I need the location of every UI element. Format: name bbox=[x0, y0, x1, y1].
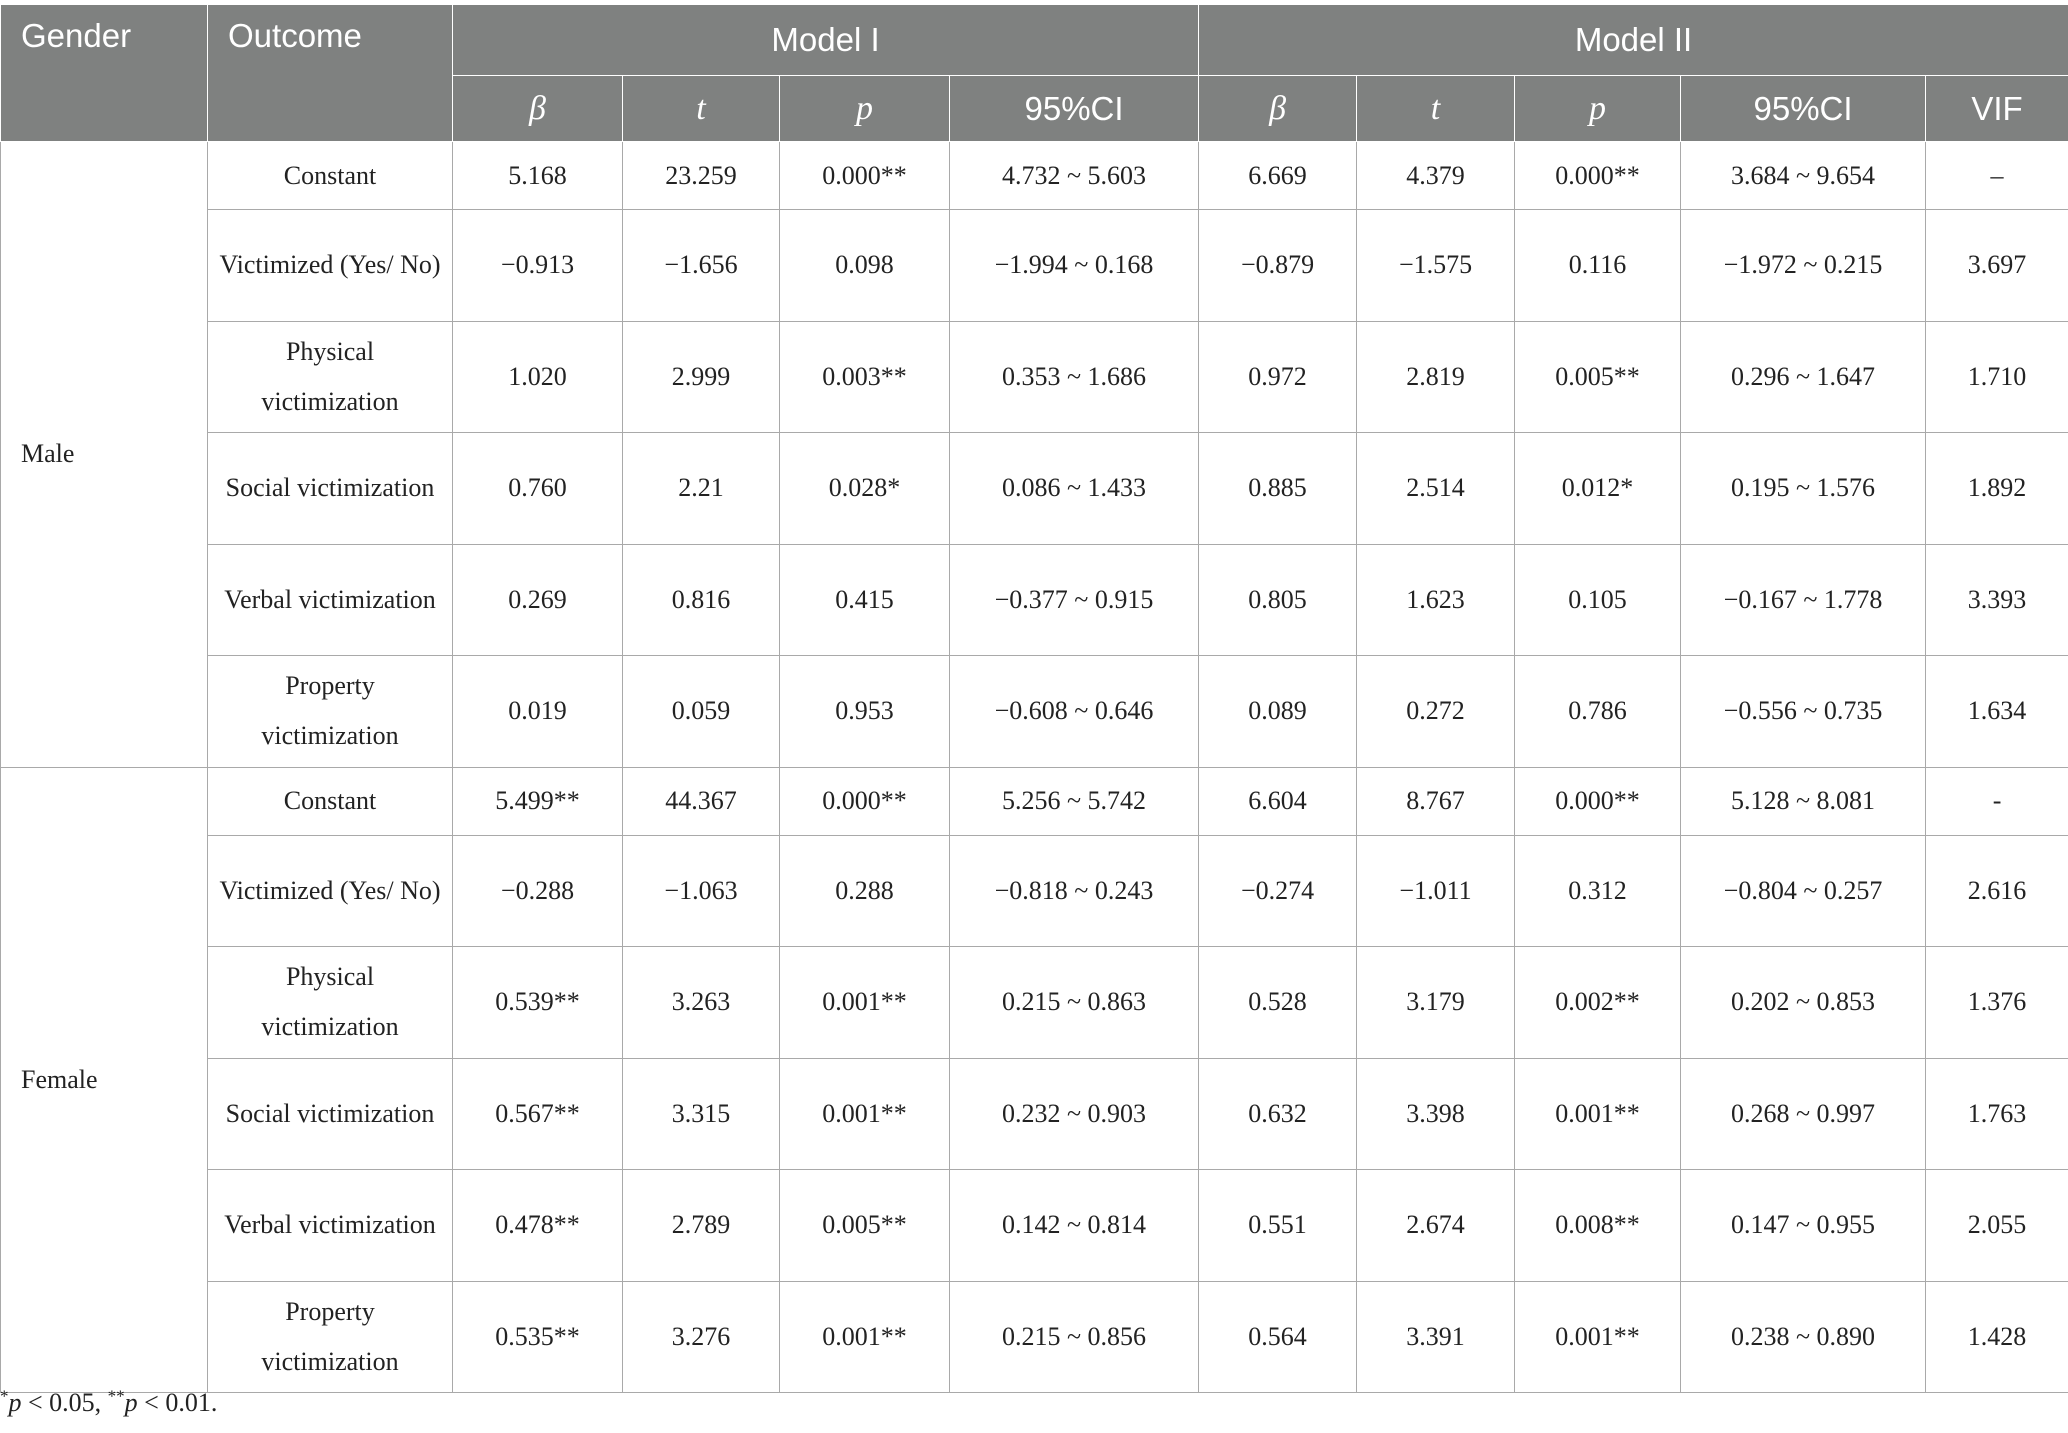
m1-t-cell: 0.059 bbox=[623, 656, 780, 768]
m1-beta-cell: 0.478** bbox=[453, 1170, 623, 1282]
m1-beta-cell: 5.168 bbox=[453, 142, 623, 210]
m1-beta-cell: 0.019 bbox=[453, 656, 623, 768]
m1-t-cell: 3.315 bbox=[623, 1058, 780, 1170]
m1-p-cell: 0.003** bbox=[780, 321, 950, 433]
m1-t-cell: 44.367 bbox=[623, 767, 780, 835]
vif-cell: - bbox=[1926, 767, 2068, 835]
m2-t-cell: 3.398 bbox=[1357, 1058, 1515, 1170]
m1-ci-cell: −0.608 ~ 0.646 bbox=[950, 656, 1199, 768]
m2-t-cell: 3.391 bbox=[1357, 1281, 1515, 1393]
header-gender: Gender bbox=[1, 5, 208, 142]
header-model-1: Model I bbox=[453, 5, 1199, 76]
table-row bbox=[1, 767, 2068, 835]
m2-p-cell: 0.008** bbox=[1515, 1170, 1681, 1282]
footnote-star-2: ** bbox=[107, 1386, 125, 1406]
header-m1-t: t bbox=[623, 76, 780, 142]
m2-p-cell: 0.001** bbox=[1515, 1058, 1681, 1170]
m1-p-cell: 0.028* bbox=[780, 433, 950, 545]
m2-beta-cell: 0.564 bbox=[1199, 1281, 1357, 1393]
m2-t-cell: 8.767 bbox=[1357, 767, 1515, 835]
m2-ci-cell: 0.296 ~ 1.647 bbox=[1681, 321, 1926, 433]
vif-cell: 1.763 bbox=[1926, 1058, 2068, 1170]
header-m1-ci: 95%CI bbox=[950, 76, 1199, 142]
header-m1-p: p bbox=[780, 76, 950, 142]
m2-t-cell: 0.272 bbox=[1357, 656, 1515, 768]
m1-beta-cell: 0.760 bbox=[453, 433, 623, 545]
m1-beta-cell: 1.020 bbox=[453, 321, 623, 433]
vif-cell: 3.697 bbox=[1926, 210, 2068, 322]
outcome-cell: Verbal victimization bbox=[208, 1170, 453, 1282]
m2-t-cell: 1.623 bbox=[1357, 544, 1515, 656]
header-outcome: Outcome bbox=[208, 5, 453, 142]
vif-cell: 3.393 bbox=[1926, 544, 2068, 656]
outcome-cell: Constant bbox=[208, 767, 453, 835]
table-row bbox=[1, 544, 2068, 656]
m1-ci-cell: 0.142 ~ 0.814 bbox=[950, 1170, 1199, 1282]
regression-table bbox=[0, 4, 2068, 1393]
m2-p-cell: 0.012* bbox=[1515, 433, 1681, 545]
table-row bbox=[1, 656, 2068, 768]
m1-p-cell: 0.000** bbox=[780, 142, 950, 210]
table-body bbox=[1, 142, 2068, 1393]
header-vif: VIF bbox=[1926, 76, 2068, 142]
m2-p-cell: 0.786 bbox=[1515, 656, 1681, 768]
m2-beta-cell: 0.972 bbox=[1199, 321, 1357, 433]
table-row bbox=[1, 947, 2068, 1059]
gender-cell: Male bbox=[1, 142, 208, 768]
m1-p-cell: 0.288 bbox=[780, 835, 950, 947]
m1-t-cell: 2.789 bbox=[623, 1170, 780, 1282]
m1-ci-cell: 0.353 ~ 1.686 bbox=[950, 321, 1199, 433]
m2-ci-cell: 0.268 ~ 0.997 bbox=[1681, 1058, 1926, 1170]
m1-ci-cell: 4.732 ~ 5.603 bbox=[950, 142, 1199, 210]
m1-p-cell: 0.001** bbox=[780, 1281, 950, 1393]
m2-p-cell: 0.105 bbox=[1515, 544, 1681, 656]
header-m2-t: t bbox=[1357, 76, 1515, 142]
m1-t-cell: 2.999 bbox=[623, 321, 780, 433]
m2-ci-cell: 0.238 ~ 0.890 bbox=[1681, 1281, 1926, 1393]
vif-cell: 1.376 bbox=[1926, 947, 2068, 1059]
m2-t-cell: 2.819 bbox=[1357, 321, 1515, 433]
m2-p-cell: 0.000** bbox=[1515, 142, 1681, 210]
header-m1-beta: β bbox=[453, 76, 623, 142]
m1-beta-cell: −0.913 bbox=[453, 210, 623, 322]
m2-beta-cell: 0.551 bbox=[1199, 1170, 1357, 1282]
m2-p-cell: 0.312 bbox=[1515, 835, 1681, 947]
m1-ci-cell: 5.256 ~ 5.742 bbox=[950, 767, 1199, 835]
m1-t-cell: 3.263 bbox=[623, 947, 780, 1059]
header-m2-p: p bbox=[1515, 76, 1681, 142]
m1-ci-cell: 0.215 ~ 0.856 bbox=[950, 1281, 1199, 1393]
outcome-cell: Constant bbox=[208, 142, 453, 210]
footnote-p-1: p bbox=[8, 1388, 22, 1417]
table-row bbox=[1, 1281, 2068, 1393]
outcome-cell: Victimized (Yes/ No) bbox=[208, 210, 453, 322]
outcome-cell: Physical victimization bbox=[208, 947, 453, 1059]
header-model-2: Model II bbox=[1199, 5, 2068, 76]
m2-ci-cell: −0.556 ~ 0.735 bbox=[1681, 656, 1926, 768]
m2-t-cell: 2.674 bbox=[1357, 1170, 1515, 1282]
outcome-cell: Property victimization bbox=[208, 656, 453, 768]
m2-ci-cell: 5.128 ~ 8.081 bbox=[1681, 767, 1926, 835]
table-row bbox=[1, 1170, 2068, 1282]
m1-t-cell: 2.21 bbox=[623, 433, 780, 545]
m1-beta-cell: 0.567** bbox=[453, 1058, 623, 1170]
footnote-star-1: * bbox=[0, 1386, 9, 1406]
m2-ci-cell: 3.684 ~ 9.654 bbox=[1681, 142, 1926, 210]
m1-t-cell: −1.063 bbox=[623, 835, 780, 947]
m1-p-cell: 0.098 bbox=[780, 210, 950, 322]
m2-ci-cell: 0.195 ~ 1.576 bbox=[1681, 433, 1926, 545]
m2-beta-cell: 6.604 bbox=[1199, 767, 1357, 835]
footnote-text-2: < 0.01. bbox=[137, 1388, 218, 1417]
m1-p-cell: 0.001** bbox=[780, 1058, 950, 1170]
m2-p-cell: 0.001** bbox=[1515, 1281, 1681, 1393]
m1-ci-cell: −0.818 ~ 0.243 bbox=[950, 835, 1199, 947]
m2-beta-cell: 0.885 bbox=[1199, 433, 1357, 545]
m2-ci-cell: 0.147 ~ 0.955 bbox=[1681, 1170, 1926, 1282]
m1-beta-cell: 0.269 bbox=[453, 544, 623, 656]
table-row bbox=[1, 1058, 2068, 1170]
vif-cell: 1.710 bbox=[1926, 321, 2068, 433]
outcome-cell: Victimized (Yes/ No) bbox=[208, 835, 453, 947]
vif-cell: 1.634 bbox=[1926, 656, 2068, 768]
outcome-cell: Property victimization bbox=[208, 1281, 453, 1393]
m2-t-cell: −1.011 bbox=[1357, 835, 1515, 947]
m2-t-cell: 2.514 bbox=[1357, 433, 1515, 545]
table-row bbox=[1, 321, 2068, 433]
m2-beta-cell: −0.879 bbox=[1199, 210, 1357, 322]
m2-t-cell: 4.379 bbox=[1357, 142, 1515, 210]
m2-beta-cell: 0.632 bbox=[1199, 1058, 1357, 1170]
outcome-cell: Verbal victimization bbox=[208, 544, 453, 656]
outcome-cell: Physical victimization bbox=[208, 321, 453, 433]
m1-ci-cell: 0.232 ~ 0.903 bbox=[950, 1058, 1199, 1170]
m2-beta-cell: 6.669 bbox=[1199, 142, 1357, 210]
m1-t-cell: 0.816 bbox=[623, 544, 780, 656]
outcome-cell: Social victimization bbox=[208, 433, 453, 545]
m1-p-cell: 0.001** bbox=[780, 947, 950, 1059]
m2-beta-cell: 0.805 bbox=[1199, 544, 1357, 656]
vif-cell: 1.892 bbox=[1926, 433, 2068, 545]
m2-t-cell: −1.575 bbox=[1357, 210, 1515, 322]
header-m2-beta: β bbox=[1199, 76, 1357, 142]
m1-p-cell: 0.953 bbox=[780, 656, 950, 768]
m1-beta-cell: 0.535** bbox=[453, 1281, 623, 1393]
vif-cell: – bbox=[1926, 142, 2068, 210]
vif-cell: 2.616 bbox=[1926, 835, 2068, 947]
gender-cell: Female bbox=[1, 767, 208, 1393]
vif-cell: 2.055 bbox=[1926, 1170, 2068, 1282]
m2-p-cell: 0.005** bbox=[1515, 321, 1681, 433]
m1-ci-cell: −0.377 ~ 0.915 bbox=[950, 544, 1199, 656]
m2-p-cell: 0.116 bbox=[1515, 210, 1681, 322]
m2-ci-cell: −1.972 ~ 0.215 bbox=[1681, 210, 1926, 322]
footnote-text-1: < 0.05, bbox=[21, 1388, 108, 1417]
m1-p-cell: 0.415 bbox=[780, 544, 950, 656]
footnote bbox=[0, 1388, 217, 1418]
table-row bbox=[1, 433, 2068, 545]
m2-beta-cell: 0.089 bbox=[1199, 656, 1357, 768]
outcome-cell: Social victimization bbox=[208, 1058, 453, 1170]
m1-t-cell: 23.259 bbox=[623, 142, 780, 210]
m2-beta-cell: −0.274 bbox=[1199, 835, 1357, 947]
vif-cell: 1.428 bbox=[1926, 1281, 2068, 1393]
m2-beta-cell: 0.528 bbox=[1199, 947, 1357, 1059]
footnote-p-2: p bbox=[124, 1388, 138, 1417]
m1-beta-cell: 0.539** bbox=[453, 947, 623, 1059]
m2-p-cell: 0.000** bbox=[1515, 767, 1681, 835]
m1-ci-cell: 0.215 ~ 0.863 bbox=[950, 947, 1199, 1059]
m1-t-cell: 3.276 bbox=[623, 1281, 780, 1393]
m1-p-cell: 0.000** bbox=[780, 767, 950, 835]
table-row bbox=[1, 142, 2068, 210]
table-row bbox=[1, 210, 2068, 322]
m2-ci-cell: −0.167 ~ 1.778 bbox=[1681, 544, 1926, 656]
m2-p-cell: 0.002** bbox=[1515, 947, 1681, 1059]
m1-ci-cell: −1.994 ~ 0.168 bbox=[950, 210, 1199, 322]
m1-beta-cell: 5.499** bbox=[453, 767, 623, 835]
m2-t-cell: 3.179 bbox=[1357, 947, 1515, 1059]
m2-ci-cell: 0.202 ~ 0.853 bbox=[1681, 947, 1926, 1059]
table-row bbox=[1, 835, 2068, 947]
m2-ci-cell: −0.804 ~ 0.257 bbox=[1681, 835, 1926, 947]
header-m2-ci: 95%CI bbox=[1681, 76, 1926, 142]
m1-ci-cell: 0.086 ~ 1.433 bbox=[950, 433, 1199, 545]
m1-beta-cell: −0.288 bbox=[453, 835, 623, 947]
m1-p-cell: 0.005** bbox=[780, 1170, 950, 1282]
m1-t-cell: −1.656 bbox=[623, 210, 780, 322]
